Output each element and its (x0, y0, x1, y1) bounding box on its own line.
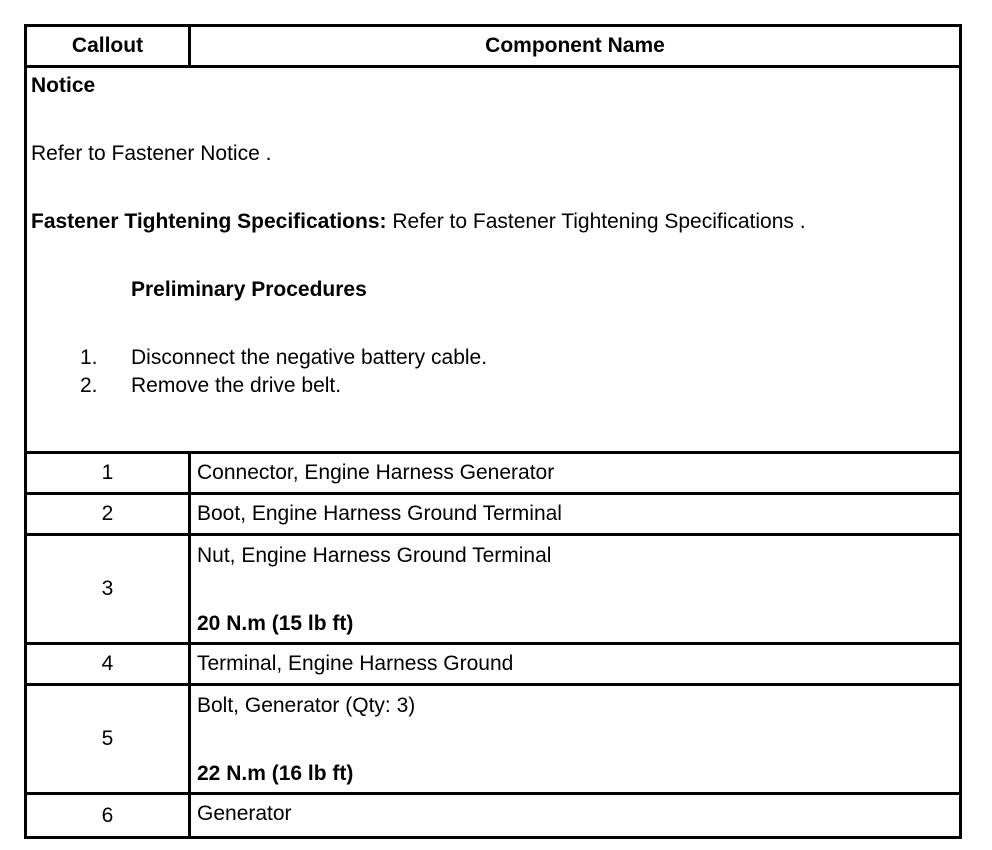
component-name-header: Component Name (485, 34, 665, 57)
callout-cell: 5 (27, 686, 191, 792)
component-table (24, 24, 962, 839)
step-number: 2. (80, 374, 98, 397)
component-name-cell (191, 536, 959, 642)
component-name-text: Nut, Engine Harness Ground Terminal (197, 544, 552, 567)
step-text: Disconnect the negative battery cable. (131, 346, 488, 369)
table-row (27, 795, 959, 836)
callout-cell: 2 (27, 495, 191, 533)
step-number: 1. (80, 346, 98, 369)
component-name-text: Bolt, Generator (Qty: 3) (197, 694, 416, 717)
table-row (27, 454, 959, 495)
component-name-cell (191, 686, 959, 792)
fastener-spec-line (31, 210, 806, 234)
step-text: Remove the drive belt. (131, 374, 342, 397)
table-row (27, 645, 959, 686)
callout-cell: 3 (27, 536, 191, 642)
table-row (27, 536, 959, 645)
preliminary-procedures-title: Preliminary Procedures (131, 278, 367, 301)
torque-spec: 20 N.m (15 lb ft) (197, 612, 354, 635)
fastener-spec-label: Fastener Tightening Specifications: (31, 210, 387, 233)
component-name-cell: Generator (197, 802, 292, 825)
fastener-notice-text: Refer to Fastener Notice . (31, 142, 272, 165)
component-name-cell: Terminal, Engine Harness Ground (197, 652, 514, 675)
callout-cell: 6 (27, 795, 191, 836)
notice-title: Notice (31, 74, 96, 97)
callout-cell: 4 (27, 645, 191, 683)
component-name-cell: Boot, Engine Harness Ground Terminal (197, 502, 562, 525)
table-row (27, 686, 959, 795)
notice-section (27, 68, 959, 454)
table-header (27, 27, 959, 68)
fastener-spec-text: Refer to Fastener Tightening Specifications . (386, 210, 806, 233)
callout-cell: 1 (27, 454, 191, 492)
component-name-cell: Connector, Engine Harness Generator (197, 461, 555, 484)
callout-header: Callout (27, 27, 191, 65)
table-row (27, 495, 959, 536)
torque-spec: 22 N.m (16 lb ft) (197, 762, 354, 785)
